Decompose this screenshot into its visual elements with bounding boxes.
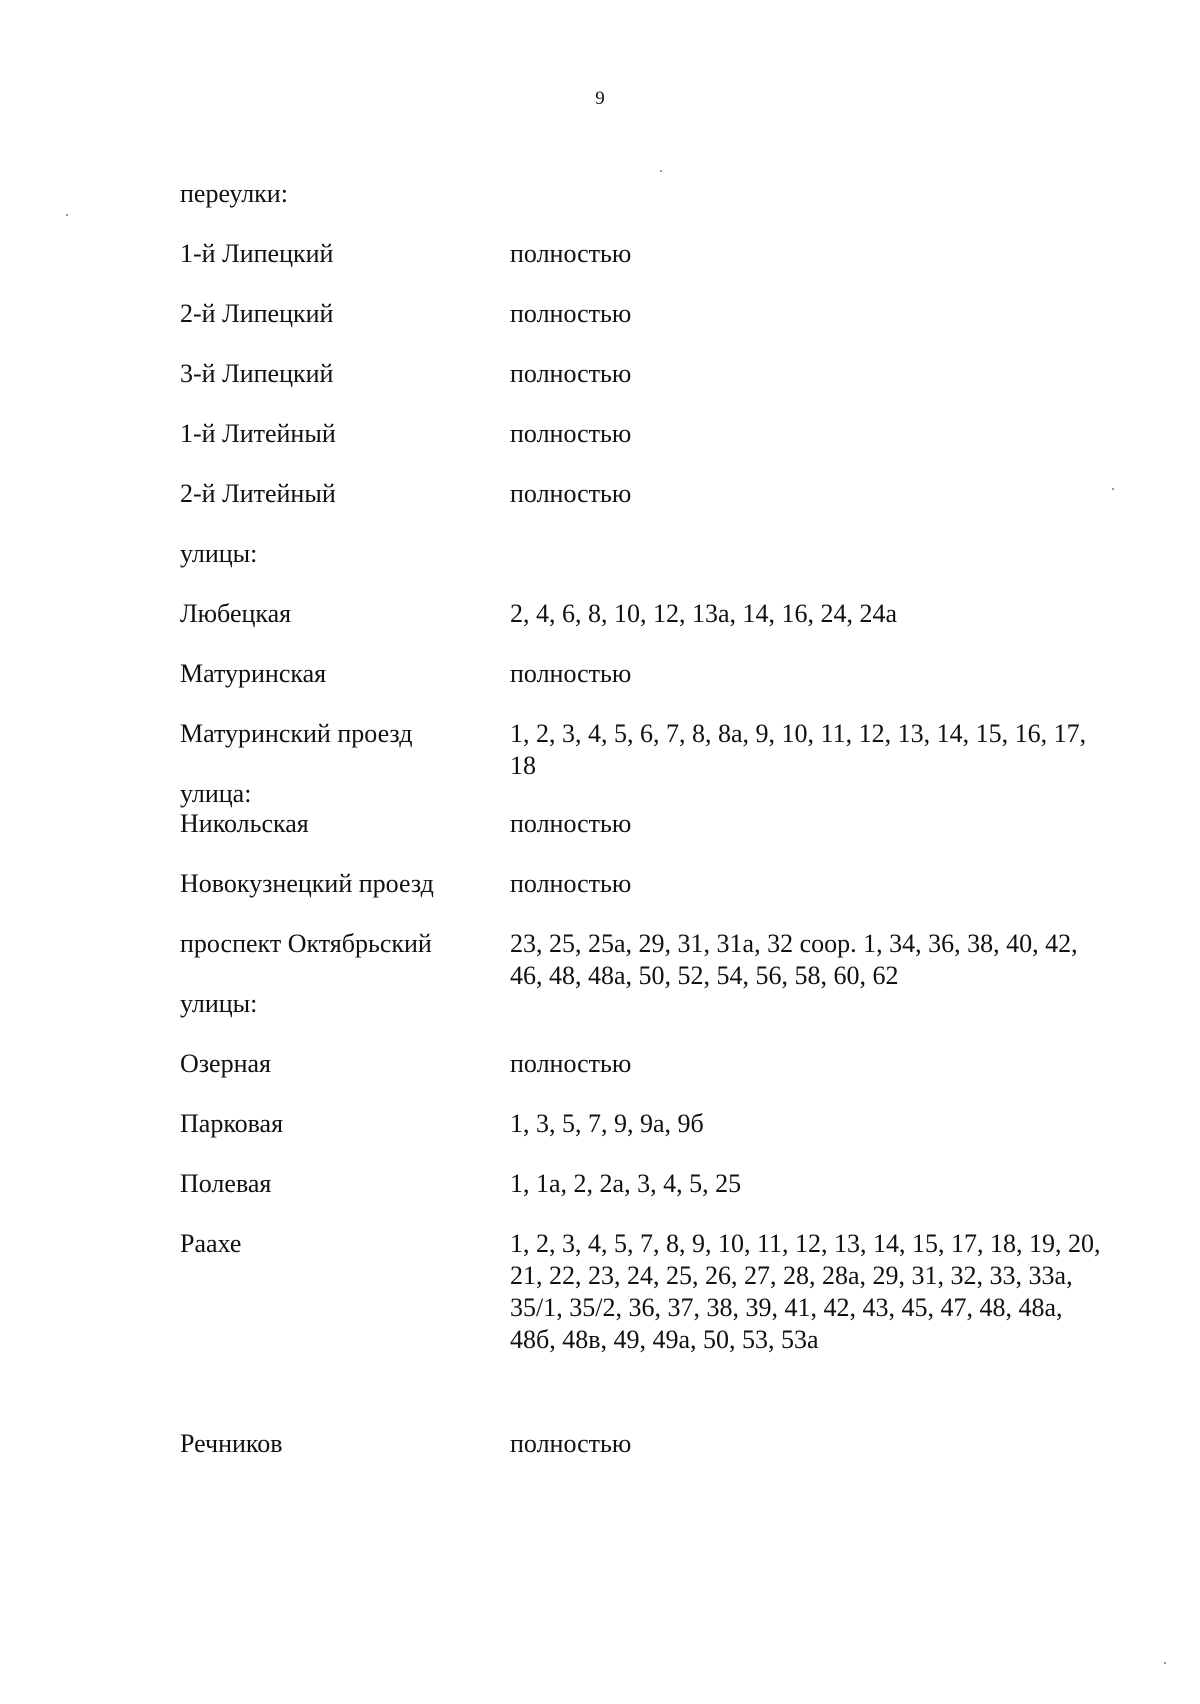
section-heading: улица:	[180, 779, 252, 808]
house-numbers: полностью	[510, 419, 632, 448]
house-numbers: полностью	[510, 479, 632, 508]
street-name: Любецкая	[180, 599, 292, 628]
street-name: Раахе	[180, 1229, 242, 1258]
house-numbers: полностью	[510, 1429, 632, 1458]
street-name: Речников	[180, 1429, 283, 1458]
house-numbers: 1, 2, 3, 4, 5, 6, 7, 8, 8а, 9, 10, 11, 12, 13, 14, 15, 16, 17, 18	[510, 719, 1087, 780]
house-numbers: 2, 4, 6, 8, 10, 12, 13а, 14, 16, 24, 24а	[510, 599, 898, 628]
scan-speck	[66, 214, 68, 216]
house-numbers: полностью	[510, 299, 632, 328]
street-name: 1-й Липецкий	[180, 239, 334, 268]
street-name: Новокузнецкий проезд	[180, 869, 434, 898]
house-numbers: полностью	[510, 239, 632, 268]
street-name: 2-й Липецкий	[180, 299, 334, 328]
house-numbers: полностью	[510, 869, 632, 898]
section-heading: улицы:	[180, 539, 258, 568]
house-numbers: полностью	[510, 1049, 632, 1078]
scan-speck	[660, 170, 662, 172]
street-name: Парковая	[180, 1109, 284, 1138]
scan-speck	[1164, 1662, 1166, 1664]
street-name: Матуринская	[180, 659, 327, 688]
house-numbers: полностью	[510, 809, 632, 838]
section-heading: улицы:	[180, 989, 258, 1018]
house-numbers: 1, 1а, 2, 2а, 3, 4, 5, 25	[510, 1169, 742, 1198]
house-numbers: полностью	[510, 659, 632, 688]
street-name: Полевая	[180, 1169, 272, 1198]
house-numbers: 23, 25, 25а, 29, 31, 31а, 32 соор. 1, 34, 36, 38, 40, 42, 46, 48, 48а, 50, 52, 54, 56, 58, 60, 62	[510, 929, 1078, 990]
street-name: 1-й Литейный	[180, 419, 336, 448]
house-numbers: 1, 2, 3, 4, 5, 7, 8, 9, 10, 11, 12, 13, 14, 15, 17, 18, 19, 20, 21, 22, 23, 24, 25, 26, 27, 28, 28а, 29, 31, 32, 33, 33а, 35/1, 35/2, 36, 37, 38, 39, 41, 42, 43, 45, 47, 48, 48а, 48б, 48в, 49, 49а, 50, 53, 53а	[510, 1229, 1101, 1354]
house-numbers: полностью	[510, 359, 632, 388]
page-number: 9	[595, 88, 605, 109]
street-name: 2-й Литейный	[180, 479, 336, 508]
street-name: Озерная	[180, 1049, 271, 1078]
street-name: Никольская	[180, 809, 309, 838]
section-heading: переулки:	[180, 179, 288, 208]
scan-speck	[1112, 488, 1114, 490]
street-name: 3-й Липецкий	[180, 359, 334, 388]
street-name: Матуринский проезд	[180, 719, 413, 748]
street-name: проспект Октябрьский	[180, 929, 432, 958]
house-numbers: 1, 3, 5, 7, 9, 9а, 9б	[510, 1109, 704, 1138]
